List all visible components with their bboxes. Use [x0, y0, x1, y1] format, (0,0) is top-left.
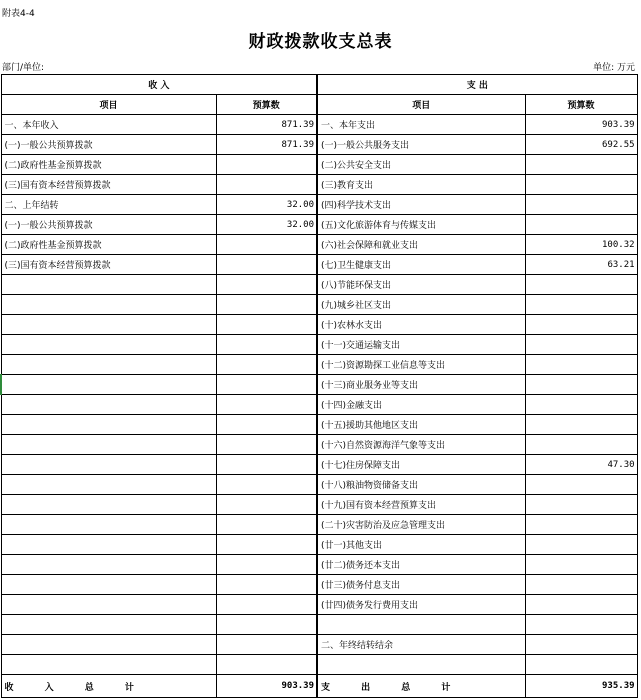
- income-item-cell: 一、本年收入: [1, 115, 216, 135]
- table-row: [1, 375, 637, 395]
- expense-value-cell: [525, 195, 637, 215]
- income-value-cell: [216, 515, 317, 535]
- income-item-cell: [1, 295, 216, 315]
- expense-value-cell: [525, 655, 637, 675]
- expense-value-cell: [525, 355, 637, 375]
- income-value-cell: [216, 335, 317, 355]
- table-row: [1, 195, 637, 215]
- expense-item-cell: (十八)粮油物资储备支出: [317, 475, 525, 495]
- expense-item-cell: (七)卫生健康支出: [317, 255, 525, 275]
- income-value-cell: 871.39: [216, 115, 317, 135]
- income-item-cell: [1, 655, 216, 675]
- income-item-cell: 二、上年结转: [1, 195, 216, 215]
- income-item-cell: [1, 575, 216, 595]
- table-row: [1, 435, 637, 455]
- expense-value-cell: 100.32: [525, 235, 637, 255]
- expense-item-cell: (二)公共安全支出: [317, 155, 525, 175]
- income-item-cell: [1, 275, 216, 295]
- unit-label: 单位: 万元: [593, 63, 635, 73]
- column-header-row: [1, 95, 637, 115]
- income-value-cell: [216, 235, 317, 255]
- table-row: [1, 615, 637, 635]
- income-value-cell: [216, 535, 317, 555]
- table-row: [1, 155, 637, 175]
- table-row: [1, 135, 637, 155]
- expense-value-cell: [525, 175, 637, 195]
- income-value-cell: [216, 495, 317, 515]
- income-value-cell: 871.39: [216, 135, 317, 155]
- expense-value-cell: [525, 315, 637, 335]
- expense-value-cell: [525, 575, 637, 595]
- income-value-cell: [216, 175, 317, 195]
- income-item-cell: [1, 635, 216, 655]
- income-item-cell: (三)国有资本经营预算拨款: [1, 255, 216, 275]
- expense-item-cell: [317, 615, 525, 635]
- income-value-cell: [216, 575, 317, 595]
- table-row: [1, 495, 637, 515]
- expense-value-cell: [525, 155, 637, 175]
- table-row: [1, 575, 637, 595]
- expense-value-cell: [525, 495, 637, 515]
- income-item-cell: [1, 595, 216, 615]
- expense-value-cell: [525, 215, 637, 235]
- table-body: [1, 115, 637, 675]
- table-row: [1, 335, 637, 355]
- expense-item-cell: (一)一般公共服务支出: [317, 135, 525, 155]
- income-value-cell: [216, 375, 317, 395]
- expense-item-header: 项目: [317, 95, 525, 115]
- income-total-value: 903.39: [216, 675, 317, 698]
- expense-item-cell: (十四)金融支出: [317, 395, 525, 415]
- table-row: [1, 235, 637, 255]
- expense-value-cell: [525, 275, 637, 295]
- expense-value-cell: 47.30: [525, 455, 637, 475]
- income-item-header: 项目: [1, 95, 216, 115]
- expense-item-cell: [317, 655, 525, 675]
- table-row: [1, 475, 637, 495]
- table-row: [1, 115, 637, 135]
- department-label: 部门/单位:: [2, 63, 45, 73]
- expense-item-cell: 二、年终结转结余: [317, 635, 525, 655]
- income-value-cell: [216, 295, 317, 315]
- table-row: [1, 415, 637, 435]
- income-item-cell: (二)政府性基金预算拨款: [1, 235, 216, 255]
- income-value-cell: [216, 155, 317, 175]
- expense-value-cell: [525, 555, 637, 575]
- expense-value-cell: [525, 475, 637, 495]
- table-row: [1, 635, 637, 655]
- budget-table-container: [0, 74, 636, 698]
- income-item-cell: [1, 315, 216, 335]
- income-item-cell: [1, 435, 216, 455]
- expense-value-cell: [525, 535, 637, 555]
- income-item-cell: [1, 475, 216, 495]
- income-item-cell: (一)一般公共预算拨款: [1, 135, 216, 155]
- income-value-cell: [216, 355, 317, 375]
- table-row: [1, 255, 637, 275]
- expense-value-cell: [525, 615, 637, 635]
- income-item-cell: [1, 375, 216, 395]
- total-row: [1, 675, 637, 698]
- expense-item-cell: (六)社会保障和就业支出: [317, 235, 525, 255]
- table-row: [1, 535, 637, 555]
- income-item-cell: [1, 455, 216, 475]
- income-value-cell: [216, 595, 317, 615]
- expense-value-cell: [525, 375, 637, 395]
- page-label: 附表4-4: [2, 9, 35, 19]
- income-value-cell: 32.00: [216, 215, 317, 235]
- expense-value-cell: [525, 415, 637, 435]
- expense-value-cell: 692.55: [525, 135, 637, 155]
- income-item-cell: [1, 415, 216, 435]
- expense-value-cell: [525, 595, 637, 615]
- expense-item-cell: (九)城乡社区支出: [317, 295, 525, 315]
- income-item-cell: [1, 555, 216, 575]
- income-item-cell: [1, 395, 216, 415]
- expense-value-cell: [525, 515, 637, 535]
- expense-item-cell: (廿一)其他支出: [317, 535, 525, 555]
- expense-value-cell: [525, 335, 637, 355]
- table-row: [1, 655, 637, 675]
- income-item-cell: [1, 355, 216, 375]
- budget-table: [0, 74, 638, 698]
- income-item-cell: (二)政府性基金预算拨款: [1, 155, 216, 175]
- expense-section-header: 支 出: [317, 75, 637, 95]
- expense-value-cell: 903.39: [525, 115, 637, 135]
- income-value-cell: [216, 635, 317, 655]
- expense-budget-header: 预算数: [525, 95, 637, 115]
- income-value-cell: [216, 555, 317, 575]
- income-value-cell: 32.00: [216, 195, 317, 215]
- expense-item-cell: (十七)住房保障支出: [317, 455, 525, 475]
- income-value-cell: [216, 315, 317, 335]
- expense-item-cell: (四)科学技术支出: [317, 195, 525, 215]
- income-budget-header: 预算数: [216, 95, 317, 115]
- table-row: [1, 595, 637, 615]
- expense-value-cell: [525, 435, 637, 455]
- table-row: [1, 395, 637, 415]
- income-item-cell: [1, 495, 216, 515]
- income-total-label: 收 入 总 计: [1, 675, 216, 698]
- expense-value-cell: [525, 295, 637, 315]
- expense-item-cell: (十五)援助其他地区支出: [317, 415, 525, 435]
- expense-item-cell: (十二)资源勘探工业信息等支出: [317, 355, 525, 375]
- expense-total-value: 935.39: [525, 675, 637, 698]
- income-value-cell: [216, 455, 317, 475]
- expense-item-cell: (十一)交通运输支出: [317, 335, 525, 355]
- section-header-row: [1, 75, 637, 95]
- income-value-cell: [216, 395, 317, 415]
- expense-value-cell: 63.21: [525, 255, 637, 275]
- expense-item-cell: (五)文化旅游体育与传媒支出: [317, 215, 525, 235]
- income-value-cell: [216, 655, 317, 675]
- expense-item-cell: (十六)自然资源海洋气象等支出: [317, 435, 525, 455]
- income-value-cell: [216, 475, 317, 495]
- income-value-cell: [216, 275, 317, 295]
- table-row: [1, 515, 637, 535]
- income-value-cell: [216, 255, 317, 275]
- income-item-cell: [1, 615, 216, 635]
- income-section-header: 收 入: [1, 75, 317, 95]
- expense-total-label: 支 出 总 计: [317, 675, 525, 698]
- expense-item-cell: (廿三)债务付息支出: [317, 575, 525, 595]
- income-value-cell: [216, 415, 317, 435]
- expense-item-cell: (三)教育支出: [317, 175, 525, 195]
- income-value-cell: [216, 615, 317, 635]
- expense-item-cell: 一、本年支出: [317, 115, 525, 135]
- income-value-cell: [216, 435, 317, 455]
- income-item-cell: (一)一般公共预算拨款: [1, 215, 216, 235]
- expense-item-cell: (十九)国有资本经营预算支出: [317, 495, 525, 515]
- expense-value-cell: [525, 635, 637, 655]
- table-row: [1, 275, 637, 295]
- expense-value-cell: [525, 395, 637, 415]
- expense-item-cell: (八)节能环保支出: [317, 275, 525, 295]
- table-row: [1, 315, 637, 335]
- table-row: [1, 455, 637, 475]
- table-row: [1, 355, 637, 375]
- income-item-cell: (三)国有资本经营预算拨款: [1, 175, 216, 195]
- expense-item-cell: (廿四)债务发行费用支出: [317, 595, 525, 615]
- expense-item-cell: (十三)商业服务业等支出: [317, 375, 525, 395]
- table-row: [1, 215, 637, 235]
- expense-item-cell: (二十)灾害防治及应急管理支出: [317, 515, 525, 535]
- table-row: [1, 555, 637, 575]
- expense-item-cell: (十)农林水支出: [317, 315, 525, 335]
- expense-item-cell: (廿二)债务还本支出: [317, 555, 525, 575]
- income-item-cell: [1, 535, 216, 555]
- table-row: [1, 295, 637, 315]
- page-title: 财政拨款收支总表: [248, 32, 393, 52]
- table-row: [1, 175, 637, 195]
- income-item-cell: [1, 335, 216, 355]
- income-item-cell: [1, 515, 216, 535]
